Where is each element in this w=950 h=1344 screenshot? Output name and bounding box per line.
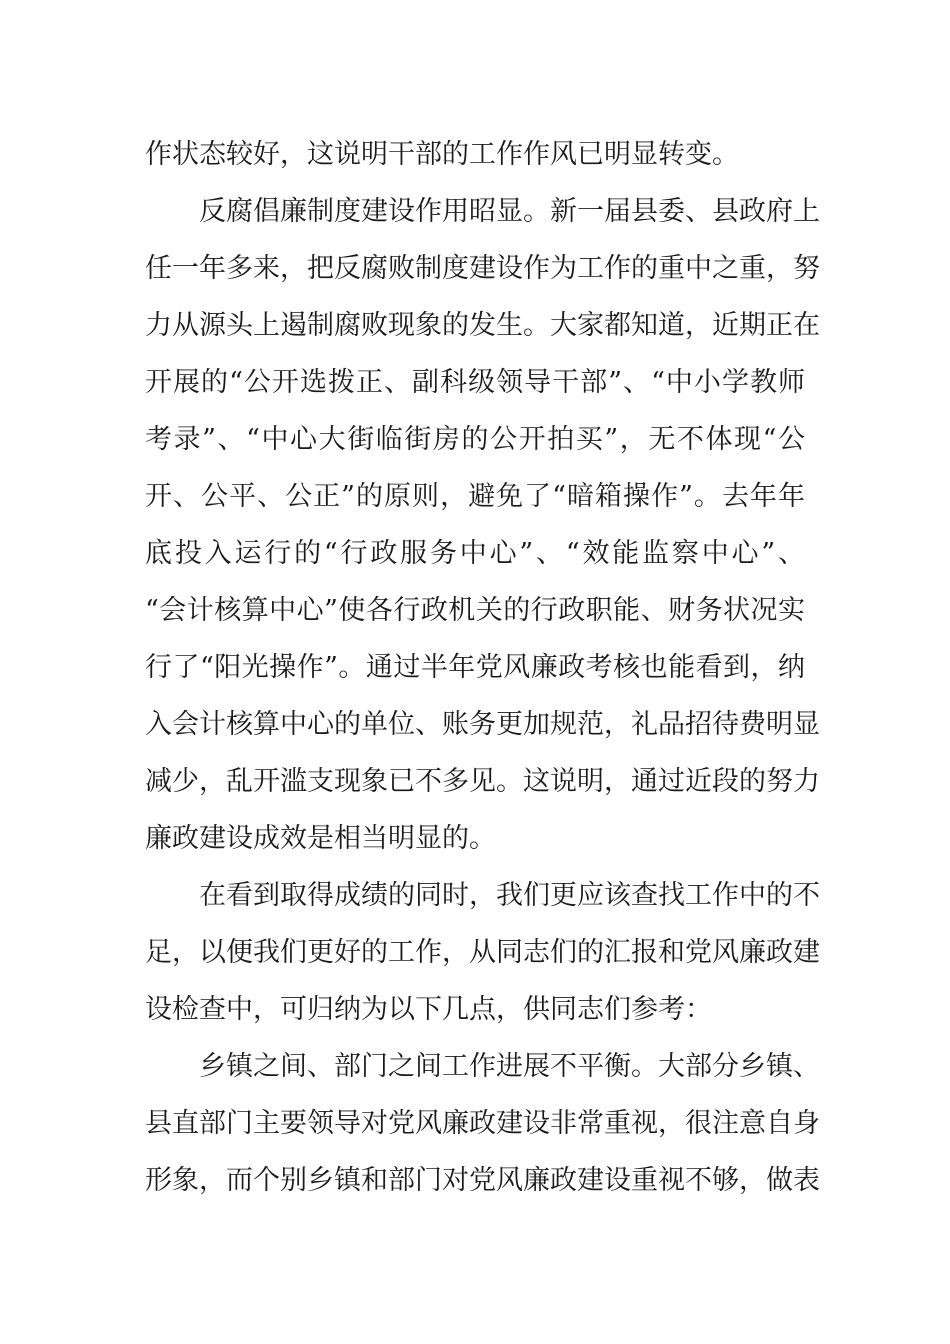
text-line: 设检查中，可归纳为以下几点，供同志们参考：	[145, 994, 712, 1025]
text-line: 入会计核算中心的单位、账务更加规范，礼品招待费明显	[145, 709, 820, 740]
text-line: 廉政建设成效是相当明显的。	[145, 823, 496, 854]
text-line: 作状态较好，这说明干部的工作作风已明显转变。	[145, 139, 739, 170]
paragraph-first-line: 反腐倡廉制度建设作用昭显。新一届县委、县政府上	[199, 196, 820, 227]
text-line: 足，以便我们更好的工作，从同志们的汇报和党风廉政建	[145, 937, 820, 968]
text-line: 县直部门主要领导对党风廉政建设非常重视，很注意自身	[145, 1108, 820, 1139]
text-line: 开展的“公开选拨正、副科级领导干部”、“中小学教师	[145, 367, 805, 398]
text-line: 任一年多来，把反腐败制度建设作为工作的重中之重，努	[145, 253, 820, 284]
paragraph-first-line: 在看到取得成绩的同时，我们更应该查找工作中的不	[199, 880, 820, 911]
text-line: 减少，乱开滥支现象已不多见。这说明，通过近段的努力	[145, 766, 820, 797]
text-line: 考录”、“中心大街临街房的公开拍买”，无不体现“公	[145, 424, 805, 455]
text-line: 底投入运行的“行政服务中心”、“效能监察中心”、	[145, 538, 805, 569]
text-line: 开、公平、公正”的原则，避免了“暗箱操作”。去年年	[145, 481, 805, 512]
text-line: 形象，而个别乡镇和部门对党风廉政建设重视不够，做表	[145, 1165, 820, 1196]
paragraph-first-line: 乡镇之间、部门之间工作进展不平衡。大部分乡镇、	[199, 1051, 820, 1082]
text-line: 力从源头上遏制腐败现象的发生。大家都知道，近期正在	[145, 310, 820, 341]
document-body	[145, 126, 820, 1209]
text-line: 行了“阳光操作”。通过半年党风廉政考核也能看到，纳	[145, 652, 805, 683]
text-line: “会计核算中心”使各行政机关的行政职能、财务状况实	[145, 595, 805, 626]
